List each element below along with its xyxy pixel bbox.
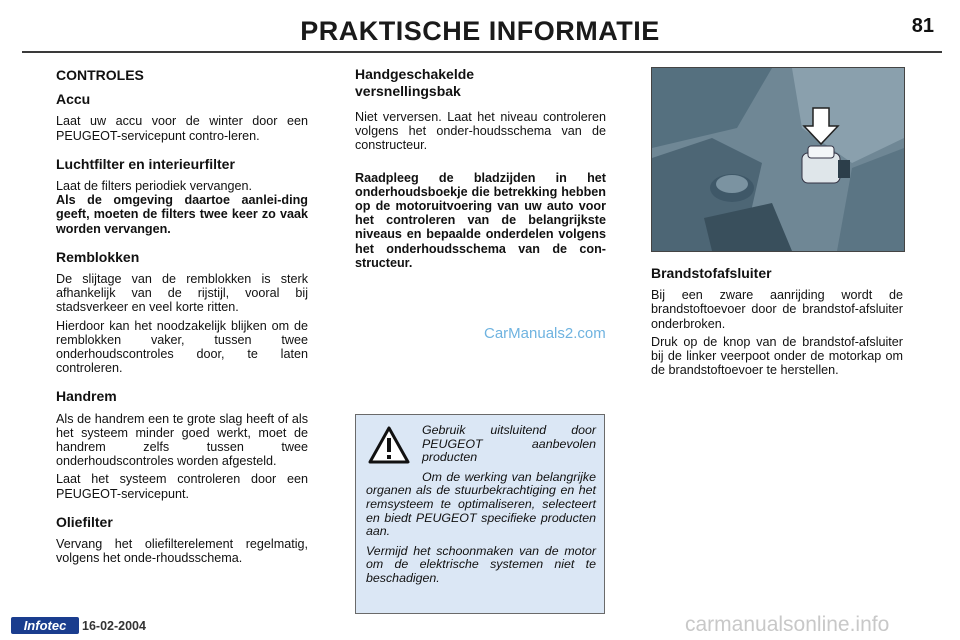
site-watermark: carmanualsonline.info	[685, 613, 890, 636]
warning-text-1: Gebruik uitsluitend door PEUGEOT aanbevolen producten	[422, 423, 596, 465]
page-header	[0, 0, 960, 58]
paragraph: Vervang het oliefilterelement regelmatig, volgens het onde-rhoudsschema.	[56, 537, 308, 566]
heading-oliefilter: Oliefilter	[56, 513, 113, 530]
page-title: PRAKTISCHE INFORMATIE	[300, 16, 660, 46]
warning-triangle-icon	[368, 425, 410, 465]
paragraph-bold: Als de omgeving daartoe aanlei-ding geeft, moeten de filters twee keer zo vaak worden vervangen.	[56, 193, 308, 236]
heading-remblokken: Remblokken	[56, 248, 140, 265]
paragraph: Bij een zware aanrijding wordt de brandstoftoevoer door de brandstof-afsluiter onderbroken.	[651, 288, 903, 331]
paragraph: De slijtage van de remblokken is sterk afhankelijk van de rijstijl, vooral bij stadsverkeer en veel korte ritten.	[56, 272, 308, 315]
heading-luchtfilter: Luchtfilter en interieurfilter	[56, 155, 235, 172]
paragraph: Niet verversen. Laat het niveau controleren volgens het onder-houdsschema van de constructeur.	[355, 110, 606, 153]
paragraph: Hierdoor kan het noodzakelijk blijken om de remblokken vaker, tussen twee onderhoudscontroles door, te laten controleren.	[56, 318, 308, 376]
paragraph: Laat uw accu voor de winter door een PEUGEOT-servicepunt contro-leren.	[56, 114, 308, 143]
paragraph: Druk op de knop van de brandstof-afsluiter bij de linker veerpoot onder de motorkap om de brandstoftoevoer te herstellen.	[651, 334, 903, 378]
heading-versnellingsbak: Handgeschakelde versnellingsbak	[355, 66, 475, 99]
paragraph: Laat de filters periodiek vervangen.	[56, 179, 253, 194]
paragraph-bold: Raadpleeg de bladzijden in het onderhoudsboekje die betrekking hebben op de motoruitvoering van uw auto voor het controleren van de belangrijkste niveaus en bepaalde onderdelen volgens het onderhoudsschema van de con-structeur.	[355, 170, 606, 270]
watermark: CarManuals2.com	[484, 325, 606, 342]
section-title: CONTROLES	[56, 67, 144, 83]
heading-accu: Accu	[56, 91, 91, 108]
engine-bay-illustration	[652, 68, 904, 251]
warning-box	[355, 414, 605, 614]
warning-text-2: Om de werking van belangrijke organen als de stuurbekrachtiging en het remsysteem te optimaliseren, selecteert en biedt PEUGEOT specifieke producten aan.	[366, 469, 596, 539]
footer-date: 16-02-2004	[82, 619, 146, 633]
infotec-logo: Infotec	[11, 617, 79, 634]
column-left	[56, 64, 308, 569]
header-rule	[22, 51, 942, 53]
column-right	[651, 260, 903, 381]
warning-text-3: Vermijd het schoonmaken van de motor om de elektrische systemen niet te beschadigen.	[366, 543, 596, 585]
paragraph: Laat het systeem controleren door een PEUGEOT-servicepunt.	[56, 472, 308, 501]
heading-handrem: Handrem	[56, 388, 117, 405]
page-number: 81	[911, 15, 934, 37]
paragraph: Als de handrem een te grote slag heeft of als het systeem minder goed werkt, moet de handrem zelfs tussen twee onderhoudscontroles worden afgesteld.	[56, 411, 308, 469]
column-middle	[355, 64, 606, 274]
heading-brandstofafsluiter: Brandstofafsluiter	[651, 265, 772, 281]
fuel-cutoff-switch-photo	[651, 67, 905, 252]
